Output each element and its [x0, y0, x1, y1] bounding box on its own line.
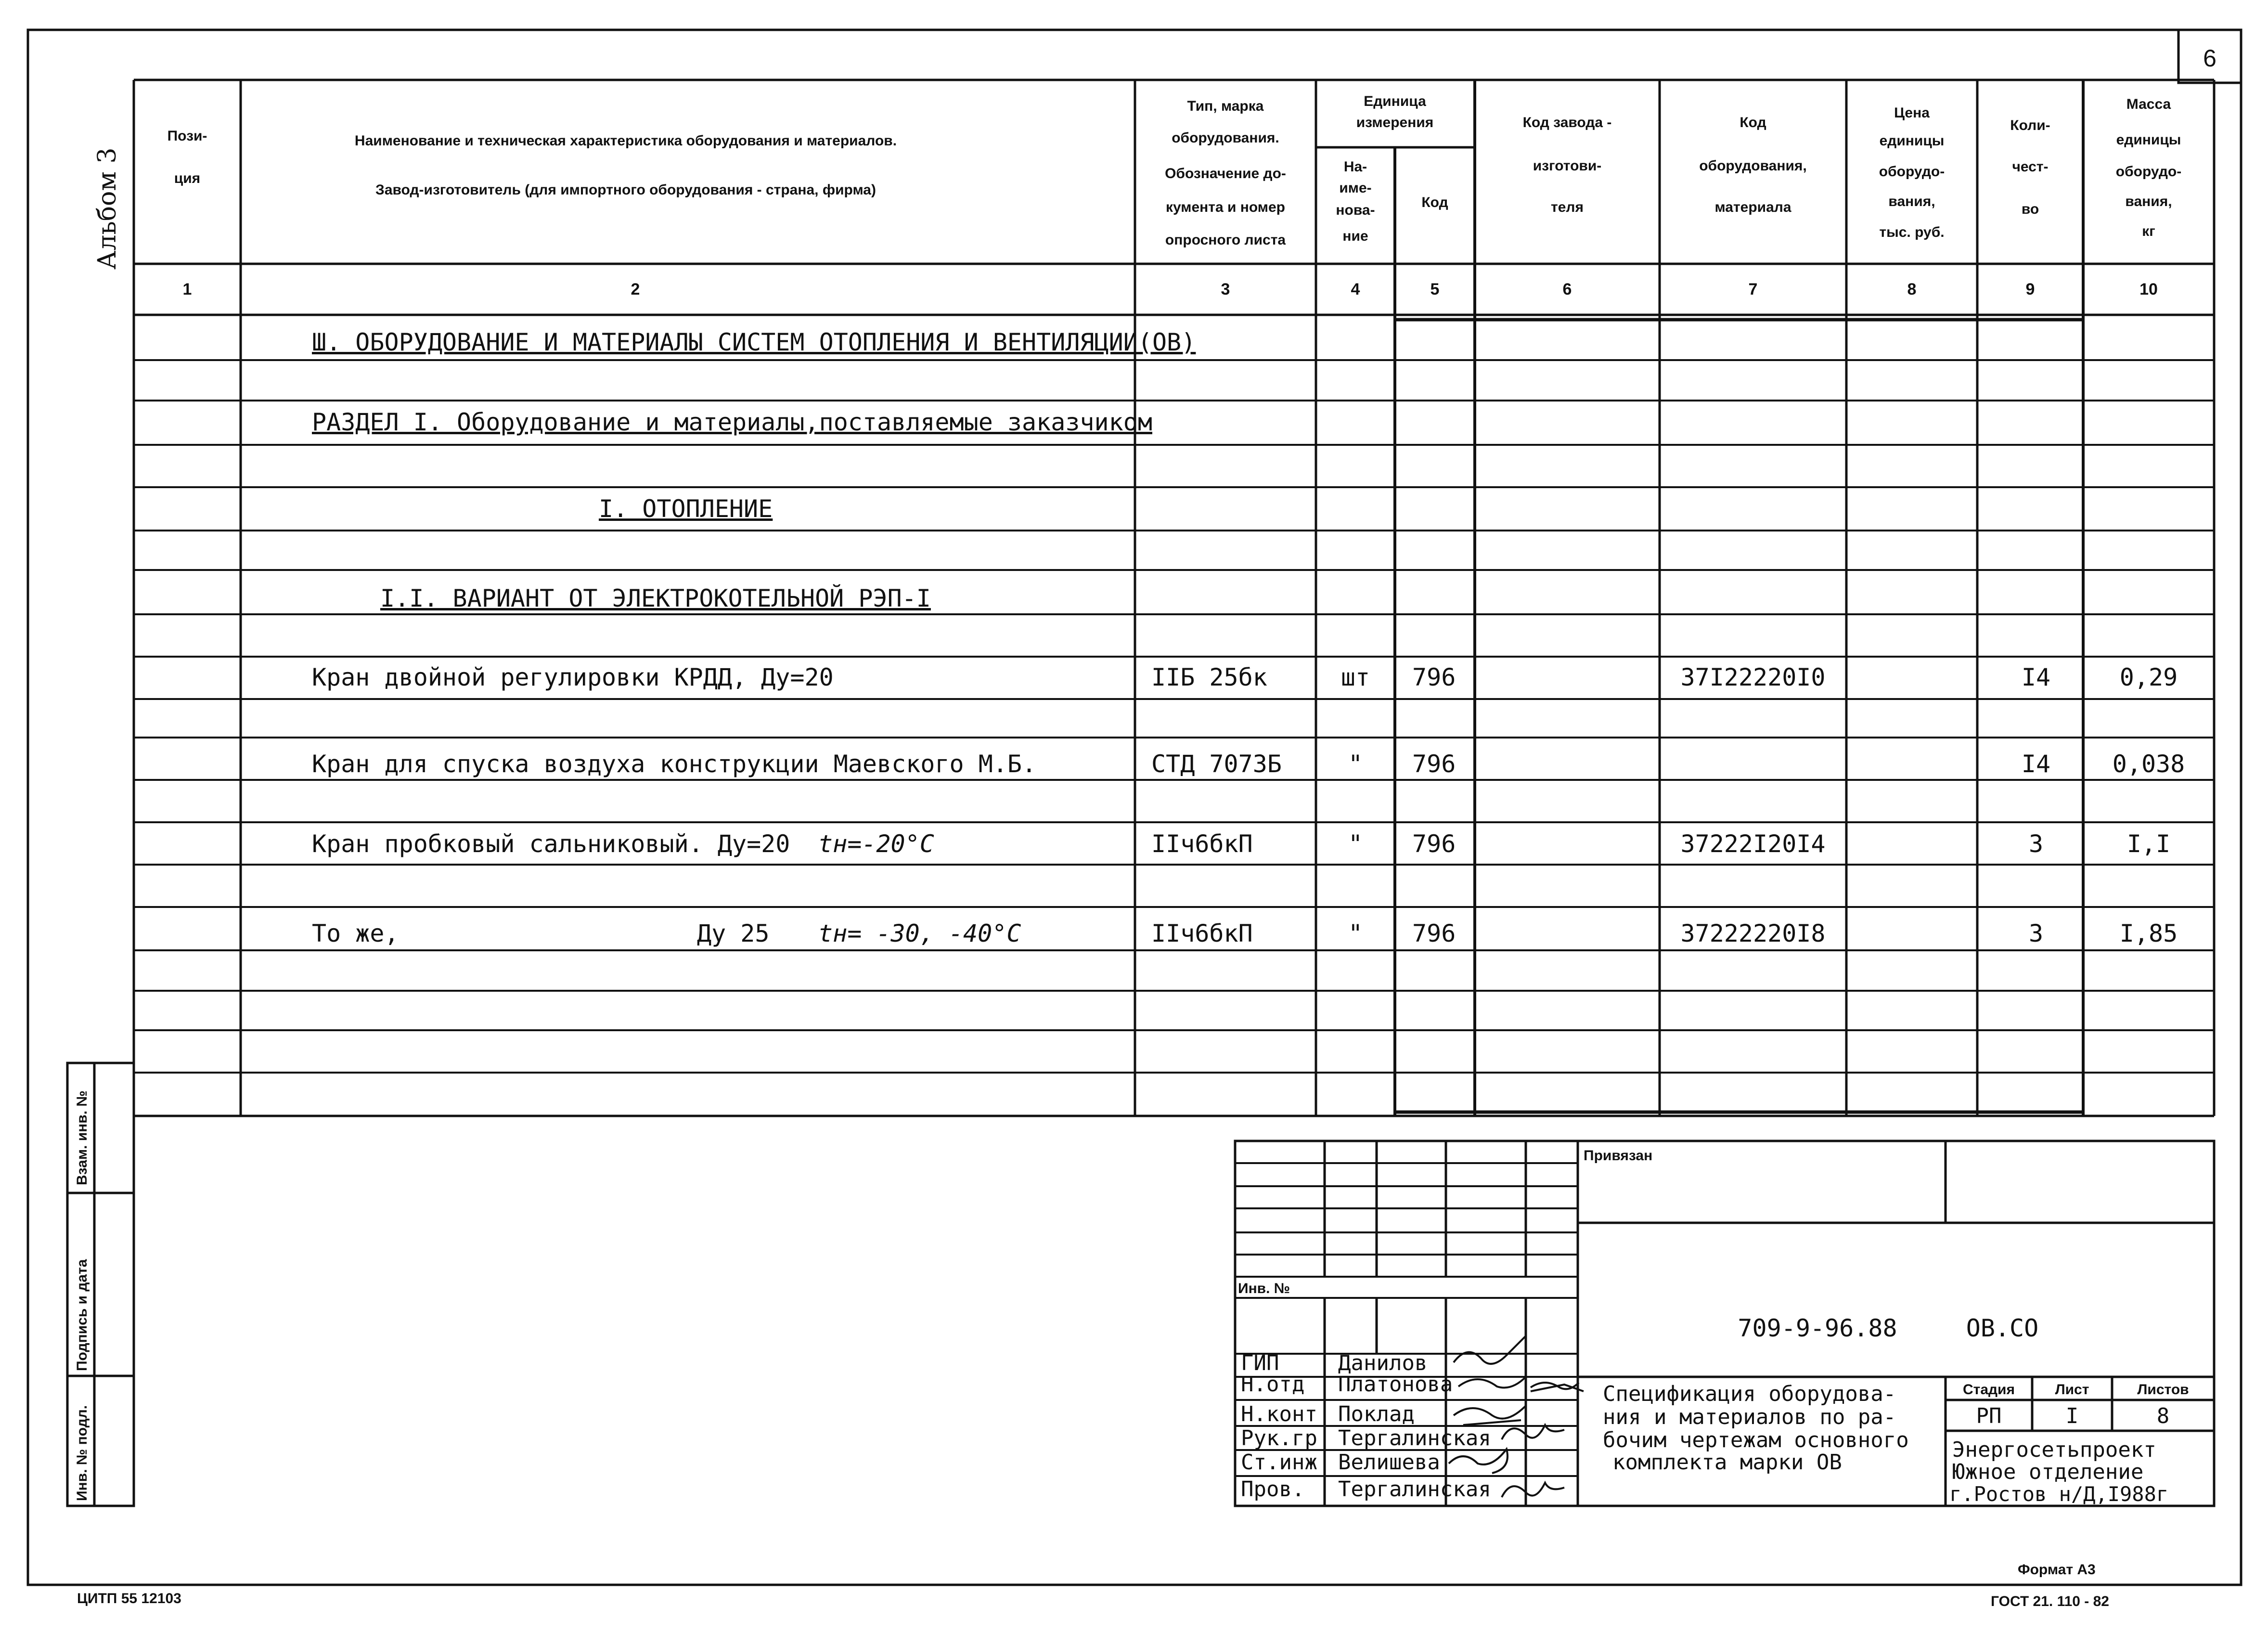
- colnum-5: 5: [1430, 280, 1440, 298]
- hdr-unit-group-l2: измерения: [1356, 115, 1434, 130]
- row-3-unit: ": [1348, 830, 1363, 858]
- row-4-temp: tн= -30, -40°C: [818, 920, 1021, 947]
- hdr-col8-l3: оборудо-: [1879, 164, 1945, 180]
- stage-value: РП: [1976, 1404, 2002, 1428]
- hdr-col7-l1: Код: [1740, 115, 1766, 130]
- role-3-name: Поклад: [1338, 1402, 1415, 1426]
- row-3-temp: tн=-20°C: [818, 830, 934, 858]
- side-label-inv-podl: Инв. № подл.: [74, 1405, 90, 1501]
- sheet-number: 6: [2203, 45, 2216, 72]
- row-2-code: 796: [1412, 750, 1456, 778]
- hdr-col10-l3: оборудо-: [2115, 164, 2182, 180]
- org-l2: Южное отделение: [1952, 1460, 2144, 1484]
- row-2-type: СТД 7073Б: [1151, 750, 1282, 778]
- role-5-name: Велишева: [1338, 1450, 1440, 1475]
- side-label-vzam-inv: Взам. инв. №: [74, 1090, 90, 1185]
- section-title-1: Ш. ОБОРУДОВАНИЕ И МАТЕРИАЛЫ СИСТЕМ ОТОПЛЕНИЯ И ВЕНТИЛЯЦИИ(ОВ): [312, 328, 1196, 356]
- hdr-col3-l4: кумента и номер: [1165, 199, 1286, 215]
- row-3-type: IIч6бкП: [1151, 830, 1253, 858]
- row-4-material-code: 37222220I8: [1680, 920, 1826, 947]
- row-3-material-code: 37222I20I4: [1680, 830, 1826, 858]
- section-title-3: I. ОТОПЛЕНИЕ: [599, 495, 773, 523]
- hdr-col9-l2: чест-: [2012, 159, 2049, 175]
- row-2-unit: ": [1348, 750, 1363, 778]
- album-label: Альбом 3: [93, 147, 122, 270]
- hdr-col4-l3: нова-: [1336, 202, 1375, 218]
- row-4-type: IIч6бкП: [1151, 920, 1253, 947]
- role-1-name: Данилов: [1338, 1351, 1428, 1375]
- hdr-col7-l2: оборудования,: [1699, 158, 1807, 174]
- hdr-unit-group-l1: Единица: [1364, 93, 1426, 109]
- doc-code: 709-9-96.88: [1738, 1314, 1897, 1342]
- hdr-col8-l1: Цена: [1894, 105, 1930, 121]
- row-4-name-extra: Ду 25: [697, 920, 770, 947]
- role-2-name: Платонова: [1338, 1372, 1453, 1397]
- role-4: Рук.гр: [1241, 1426, 1317, 1451]
- row-2-qty: I4: [2021, 750, 2051, 778]
- colnum-7: 7: [1748, 280, 1758, 298]
- hdr-col10-l1: Масса: [2126, 96, 2171, 112]
- row-4-mass: I,85: [2119, 920, 2178, 947]
- colnum-9: 9: [2025, 280, 2035, 298]
- stage-label: Стадия: [1962, 1382, 2015, 1398]
- role-3: Н.конт: [1241, 1402, 1317, 1426]
- row-1-type: IIБ 25бк: [1151, 663, 1267, 691]
- hdr-col4-l2: име-: [1339, 180, 1372, 196]
- signatures: [1449, 1336, 1579, 1497]
- doc-title-l1: Спецификация оборудова-: [1603, 1382, 1896, 1406]
- hdr-col6-l3: теля: [1551, 199, 1584, 215]
- organization: [1949, 1438, 2168, 1506]
- colnum-4: 4: [1351, 280, 1360, 298]
- hdr-col3-l2: оборудования.: [1172, 130, 1279, 146]
- hdr-col5: Код: [1421, 194, 1448, 210]
- role-2: Н.отд: [1241, 1372, 1305, 1397]
- hdr-col1-l1: Пози-: [167, 128, 207, 144]
- doc-title-l4: комплекта марки ОВ: [1612, 1450, 1842, 1475]
- privyazan-label: Привязан: [1584, 1148, 1653, 1164]
- doc-title-l2: ния и материалов по ра-: [1603, 1405, 1896, 1429]
- hdr-col6-l2: изготови-: [1533, 158, 1602, 174]
- hdr-col10-l2: единицы: [2116, 132, 2181, 148]
- section-title-2: РАЗДЕЛ I. Оборудование и материалы,поставляемые заказчиком: [312, 408, 1152, 436]
- row-2-name: Кран для спуска воздуха конструкции Маевского М.Б.: [312, 750, 1037, 778]
- row-1-material-code: 37I22220I0: [1680, 663, 1826, 691]
- hdr-col8-l4: вания,: [1888, 194, 1935, 209]
- hdr-col4-l1: На-: [1343, 159, 1367, 175]
- sheet-label: Лист: [2055, 1382, 2089, 1398]
- role-4-name: Тергалинская: [1338, 1426, 1491, 1451]
- table-row: [312, 750, 2185, 778]
- hdr-col10-l4: вания,: [2125, 194, 2172, 209]
- footer-gost: ГОСТ 21. 110 - 82: [1991, 1593, 2109, 1609]
- row-3-qty: 3: [2028, 830, 2044, 858]
- org-l3: г.Ростов н/Д,I988г: [1949, 1482, 2169, 1506]
- row-1-qty: I4: [2021, 663, 2051, 691]
- hdr-col3-l5: опросного листа: [1165, 232, 1286, 248]
- inv-no-label: Инв. №: [1238, 1281, 1290, 1296]
- sheets-label: Листов: [2137, 1382, 2189, 1398]
- hdr-col2-l2: Завод-изготовитель (для импортного оборудования - страна, фирма): [375, 182, 876, 198]
- section-title-4: I.I. ВАРИАНТ ОТ ЭЛЕКТРОКОТЕЛЬНОЙ РЭП-I: [380, 584, 931, 612]
- colnum-8: 8: [1907, 280, 1917, 298]
- doc-title-l3: бочим чертежам основного: [1603, 1428, 1909, 1452]
- row-3-mass: I,I: [2126, 830, 2171, 858]
- colnum-6: 6: [1562, 280, 1572, 298]
- hdr-col9-l3: во: [2021, 201, 2039, 217]
- doc-mark: ОВ.СО: [1966, 1314, 2039, 1342]
- org-l1: Энергосетьпроект: [1952, 1438, 2156, 1462]
- hdr-col7-l3: материала: [1714, 199, 1791, 215]
- row-1-name: Кран двойной регулировки КРДД, Ду=20: [312, 663, 834, 691]
- hdr-col2-l1: Наименование и техническая характеристика оборудования и материалов.: [354, 133, 897, 149]
- table-row: [312, 920, 2178, 947]
- hdr-col4-l4: ние: [1342, 228, 1368, 244]
- hdr-col3-l1: Тип, марка: [1187, 98, 1264, 114]
- role-1: ГИП: [1241, 1351, 1279, 1375]
- hdr-col10-l5: кг: [2142, 223, 2155, 239]
- roles-list: [1241, 1351, 1491, 1502]
- doc-title: [1603, 1382, 1909, 1475]
- row-2-mass: 0,038: [2112, 750, 2185, 778]
- role-6-name: Тергалинская: [1338, 1477, 1491, 1502]
- hdr-col3-l3: Обозначение до-: [1165, 166, 1286, 181]
- role-6: Пров.: [1241, 1477, 1305, 1502]
- row-3-code: 796: [1412, 830, 1456, 858]
- table-row: [312, 830, 2170, 858]
- row-4-name: То же,: [312, 920, 399, 947]
- colnum-10: 10: [2139, 280, 2158, 298]
- colnum-1: 1: [182, 280, 192, 298]
- row-4-qty: 3: [2028, 920, 2044, 947]
- hdr-col9-l1: Коли-: [2010, 117, 2050, 133]
- row-3-name: Кран пробковый сальниковый. Ду=20: [312, 830, 790, 858]
- sheets-value: 8: [2156, 1404, 2170, 1428]
- footer-left: ЦИТП 55 12103: [77, 1591, 181, 1606]
- hdr-col6-l1: Код завода -: [1522, 115, 1612, 130]
- role-5: Ст.инж: [1241, 1450, 1317, 1475]
- row-1-code: 796: [1412, 663, 1456, 691]
- row-1-unit: шт: [1340, 663, 1370, 691]
- hdr-col1-l2: ция: [174, 170, 201, 186]
- side-label-signature-date: Подпись и дата: [74, 1259, 90, 1371]
- row-1-mass: 0,29: [2119, 663, 2178, 691]
- colnum-3: 3: [1221, 280, 1230, 298]
- row-4-code: 796: [1412, 920, 1456, 947]
- footer-format: Формат А3: [2018, 1562, 2096, 1578]
- colnum-2: 2: [631, 280, 640, 298]
- row-4-unit: ": [1348, 920, 1363, 947]
- hdr-col8-l2: единицы: [1879, 133, 1945, 149]
- sheet-value: I: [2065, 1404, 2079, 1428]
- hdr-col8-l5: тыс. руб.: [1879, 224, 1945, 240]
- table-row: [312, 663, 2178, 691]
